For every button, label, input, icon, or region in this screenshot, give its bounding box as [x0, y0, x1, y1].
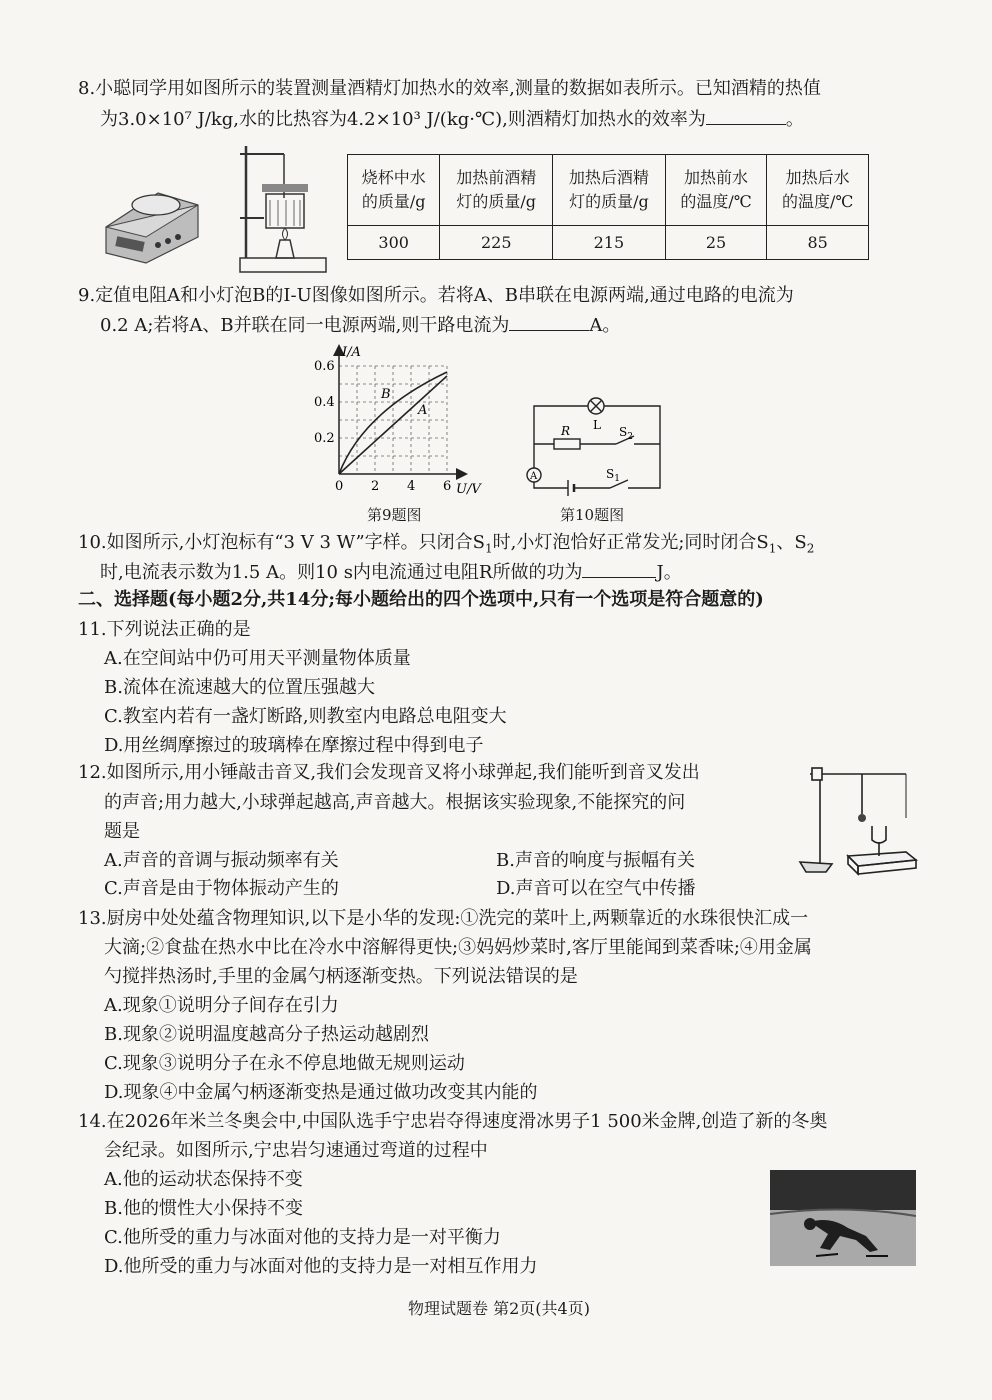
q8-line2-end: 。: [785, 109, 804, 130]
lamp-label: L: [593, 418, 601, 432]
q13-option-a[interactable]: A.现象①说明分子间存在引力: [104, 995, 339, 1016]
q10-answer-blank[interactable]: [582, 559, 656, 578]
q9-line1: 9.定值电阻A和小灯泡B的I-U图像如图所示。若将A、B串联在电源两端,通过电路的电流为: [78, 285, 794, 306]
q12-option-d[interactable]: D.声音可以在空气中传播: [496, 878, 696, 899]
q10-line2-text: 时,电流表示数为1.5 A。则10 s内电流通过电阻R所做的功为: [100, 562, 583, 583]
q10-line2: [100, 559, 682, 586]
q9-line2-end: A。: [589, 315, 621, 336]
q12-line2: 的声音;用力越大,小球弹起越高,声音越大。根据该实验现象,不能探究的问: [104, 792, 686, 813]
table-header-cell: 加热前酒精 灯的质量/g: [440, 155, 553, 226]
q13-option-d[interactable]: D.现象④中金属勺柄逐渐变热是通过做功改变其内能的: [104, 1082, 538, 1103]
table-header-row: [348, 155, 869, 226]
table-header-cell: 加热后水 的温度/℃: [767, 155, 869, 226]
y-tick-label: 0.6: [314, 359, 335, 374]
q11-option-a[interactable]: A.在空间站中仍可用天平测量物体质量: [104, 648, 411, 669]
table-row: [348, 226, 869, 260]
speed-skater-photo: [770, 1170, 916, 1266]
label-b: B: [381, 387, 391, 402]
q13-option-b[interactable]: B.现象②说明温度越高分子热运动越剧烈: [104, 1024, 429, 1045]
q12-option-a[interactable]: A.声音的音调与振动频率有关: [104, 850, 339, 871]
q8-line2-text: 为3.0×10⁷ J/kg,水的比热容为4.2×10³ J/(kg·℃),则酒精灯加热水的效率为: [100, 109, 706, 130]
q8-line1: 8.小聪同学用如图所示的装置测量酒精灯加热水的效率,测量的数据如表所示。已知酒精的热值: [78, 78, 821, 99]
y-axis-label: I/A: [342, 345, 361, 360]
x-tick-label: 2: [371, 479, 380, 494]
q13-line1: 13.厨房中处处蕴含物理知识,以下是小华的发现:①洗完的菜叶上,两颗靠近的水珠很快汇成一: [78, 908, 809, 929]
q14-line1: 14.在2026年米兰冬奥会中,中国队选手宁忠岩夺得速度滑冰男子1 500米金牌,创造了新的冬奥: [78, 1111, 828, 1132]
q14-option-b[interactable]: B.他的惯性大小保持不变: [104, 1198, 303, 1219]
q9-caption: 第9题图: [367, 506, 422, 524]
q9-answer-blank[interactable]: [509, 312, 589, 331]
q13-line2: 大滴;②食盐在热水中比在冷水中溶解得更快;③妈妈炒菜时,客厅里能闻到菜香味;④用金属: [104, 937, 812, 958]
ammeter-label: A: [530, 471, 538, 482]
q14-option-d[interactable]: D.他所受的重力与冰面对他的支持力是一对相互作用力: [104, 1256, 538, 1277]
q14-option-c[interactable]: C.他所受的重力与冰面对他的支持力是一对平衡力: [104, 1227, 501, 1248]
table-cell: 225: [440, 226, 553, 260]
q9-line2-text: 0.2 A;若将A、B并联在同一电源两端,则干路电流为: [100, 315, 510, 336]
q9-iu-graph: [308, 342, 498, 498]
table-header-cell: 加热后酒精 灯的质量/g: [553, 155, 666, 226]
q12-line3: 题是: [104, 821, 140, 842]
q14-option-a[interactable]: A.他的运动状态保持不变: [104, 1169, 303, 1190]
q13-line3: 勺搅拌热汤时,手里的金属勺柄逐渐变热。下列说法错误的是: [104, 966, 578, 987]
q12-option-b[interactable]: B.声音的响度与振幅有关: [496, 850, 695, 871]
table-cell: 215: [553, 226, 666, 260]
q9-line2: [100, 312, 620, 339]
section-heading: 二、选择题(每小题2分,共14分;每小题给出的四个选项中,只有一个选项是符合题意的): [78, 589, 764, 610]
q11-stem: 11.下列说法正确的是: [78, 619, 251, 640]
table-header-cell: 烧杯中水 的质量/g: [348, 155, 440, 226]
q8-data-table: [347, 154, 869, 260]
q8-answer-blank[interactable]: [706, 106, 786, 125]
table-cell: 300: [348, 226, 440, 260]
q11-option-d[interactable]: D.用丝绸摩擦过的玻璃棒在摩擦过程中得到电子: [104, 735, 484, 756]
electronic-balance-image: [98, 175, 202, 265]
y-tick-label: 0.4: [314, 395, 335, 410]
q14-line2: 会纪录。如图所示,宁忠岩匀速通过弯道的过程中: [104, 1140, 488, 1161]
heating-apparatus-image: [234, 140, 330, 276]
table-cell: 85: [767, 226, 869, 260]
table-cell: 25: [665, 226, 767, 260]
x-tick-label: 0: [335, 479, 344, 494]
q10-circuit-diagram: [520, 392, 670, 500]
q10-line2-end: J。: [656, 562, 682, 583]
q12-option-c[interactable]: C.声音是由于物体振动产生的: [104, 878, 339, 899]
tuning-fork-apparatus-image: [796, 760, 920, 884]
switch1-label: $S_1$: [606, 467, 620, 484]
x-tick-label: 6: [443, 479, 452, 494]
x-tick-label: 4: [407, 479, 416, 494]
q10-line1: 10.如图所示,小灯泡标有“3 V 3 W”字样。只闭合$S_1$时,小灯泡恰好正常发光;同时闭合$S_1$、$S_2$: [78, 532, 815, 556]
switch2-label: $S_2$: [619, 425, 633, 442]
q8-line2: [100, 106, 804, 133]
q13-option-c[interactable]: C.现象③说明分子在永不停息地做无规则运动: [104, 1053, 465, 1074]
page-footer: 物理试题卷 第2页(共4页): [408, 1299, 590, 1318]
y-tick-label: 0.2: [314, 431, 335, 446]
q10-caption: 第10题图: [560, 506, 625, 524]
q12-line1: 12.如图所示,用小锤敲击音叉,我们会发现音叉将小球弹起,我们能听到音叉发出: [78, 762, 700, 783]
q11-option-b[interactable]: B.流体在流速越大的位置压强越大: [104, 677, 375, 698]
label-a: A: [418, 403, 428, 418]
table-header-cell: 加热前水 的温度/℃: [665, 155, 767, 226]
resistor-label: R: [561, 424, 571, 438]
q11-option-c[interactable]: C.教室内若有一盏灯断路,则教室内电路总电阻变大: [104, 706, 507, 727]
x-axis-label: U/V: [456, 482, 481, 497]
